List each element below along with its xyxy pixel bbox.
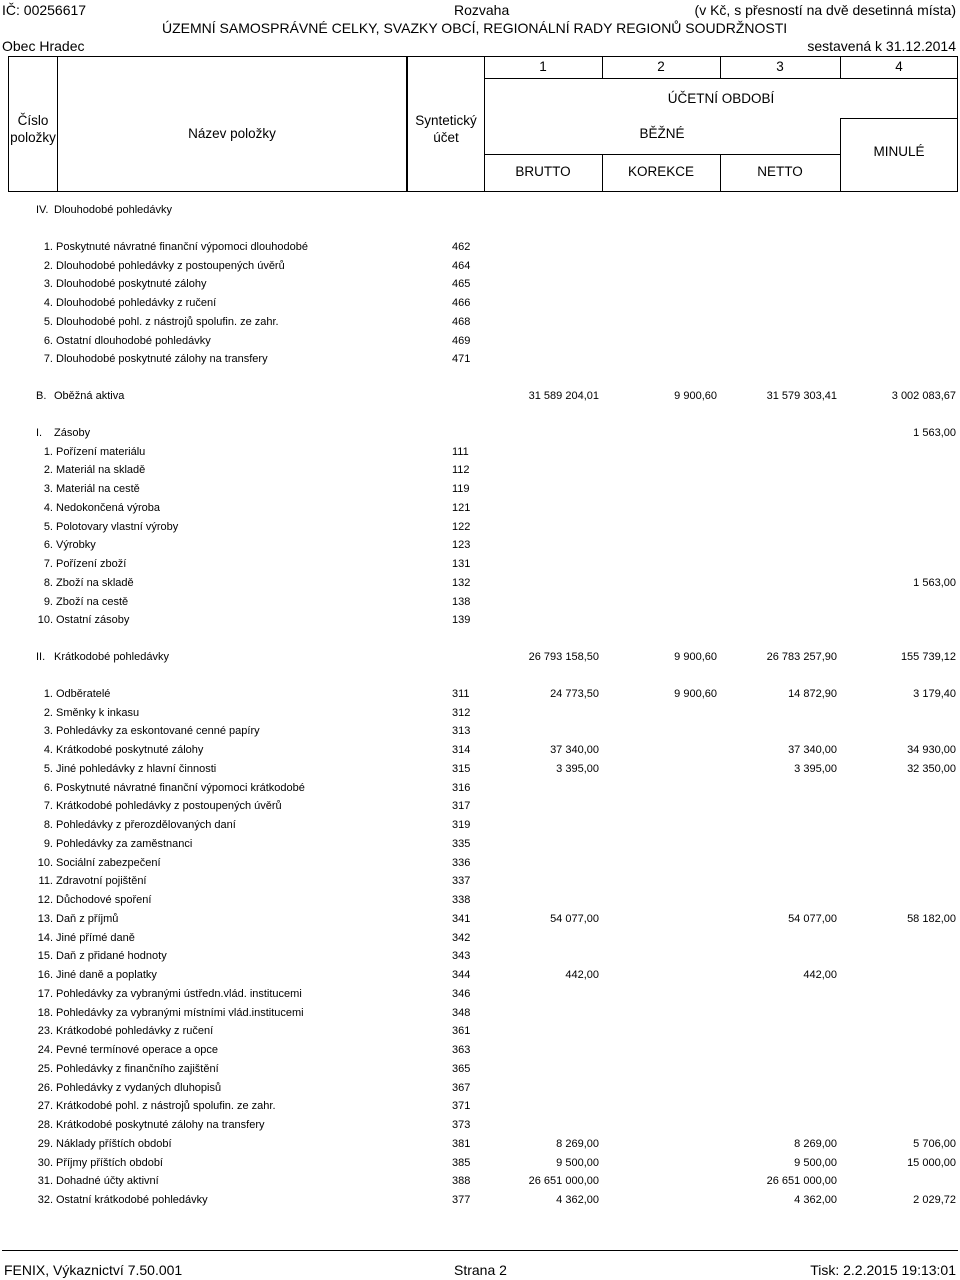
row-account: 314 <box>452 744 471 756</box>
table-row <box>0 704 960 722</box>
table-row <box>0 1154 960 1172</box>
table-row <box>0 275 960 293</box>
row-name: Pohledávky za vybranými ústředn.vlád. institucemi <box>56 987 302 1000</box>
row-previous: 1 563,00 <box>913 426 956 439</box>
row-previous: 155 739,12 <box>900 651 956 663</box>
row-name: Nedokončená výroba <box>56 501 160 514</box>
row-account: 123 <box>452 539 471 552</box>
row-gross: 31 589 204,01 <box>528 390 599 402</box>
row-number: 2. <box>43 464 53 477</box>
row-account: 342 <box>452 931 471 944</box>
entity-category: ÚZEMNÍ SAMOSPRÁVNÉ CELKY, SVAZKY OBCÍ, REGIONÁLNÍ RADY REGIONŮ SOUDRŽNOSTI <box>162 20 788 36</box>
table-row <box>0 741 960 759</box>
compiled-date: sestavená k 31.12.2014 <box>807 38 956 54</box>
row-number: 2. <box>43 706 53 719</box>
row-account: 464 <box>452 259 471 272</box>
row-name: Ostatní krátkodobé pohledávky <box>56 1194 208 1206</box>
row-correction: 9 900,60 <box>674 651 717 663</box>
row-name: Dlouhodobé pohledávky <box>54 204 173 216</box>
row-number: 16. <box>37 969 53 981</box>
units-note: (v Kč, s přesností na dvě desetinná místa) <box>694 2 956 18</box>
table-row <box>0 313 960 331</box>
row-gross: 26 651 000,00 <box>528 1175 599 1188</box>
row-account: 122 <box>452 520 471 533</box>
row-name: Pohledávky za eskontované cenné papíry <box>56 725 260 738</box>
table-row <box>0 779 960 797</box>
row-account: 346 <box>452 987 471 1000</box>
row-account: 348 <box>452 1006 471 1019</box>
row-gross: 3 395,00 <box>556 762 599 775</box>
row-number: 9. <box>43 595 53 608</box>
row-account: 312 <box>452 706 471 719</box>
table-row <box>0 947 960 965</box>
row-name: Pohledávky za zaměstnanci <box>56 837 193 850</box>
previous-period-top <box>840 118 958 119</box>
table-row <box>0 1191 960 1209</box>
row-name: Krátkodobé pohledávky z postoupených úvěrů <box>56 800 282 813</box>
row-name: Výrobky <box>56 539 96 552</box>
row-account: 367 <box>452 1081 471 1094</box>
row-net: 37 340,00 <box>788 744 837 756</box>
row-gross: 8 269,00 <box>556 1137 599 1150</box>
row-net: 8 269,00 <box>794 1137 837 1150</box>
current-period-header: BĚŽNÉ <box>639 126 685 141</box>
row-number: 18. <box>37 1006 53 1019</box>
section-row <box>0 387 960 405</box>
row-name: Pohledávky z vydaných dluhopisů <box>56 1081 222 1094</box>
column-number-divider <box>484 78 958 79</box>
row-account: 373 <box>452 1119 471 1131</box>
row-net: 54 077,00 <box>788 912 837 925</box>
row-number: 1. <box>43 240 53 253</box>
row-number: 24. <box>37 1044 53 1056</box>
row-number: 10. <box>37 856 53 869</box>
row-account: 381 <box>452 1137 471 1150</box>
table-row <box>0 350 960 368</box>
table-row <box>0 816 960 834</box>
row-name: Jiné pohledávky z hlavní činnosti <box>56 762 217 775</box>
row-previous: 32 350,00 <box>907 762 956 775</box>
row-account: 111 <box>452 445 469 458</box>
col-number-1: 1 <box>539 59 547 74</box>
table-row <box>0 872 960 890</box>
print-timestamp: Tisk: 2.2.2015 19:13:01 <box>810 1262 956 1278</box>
row-number: 3. <box>43 725 53 738</box>
table-row <box>0 910 960 928</box>
row-name: Krátkodobé poskytnuté zálohy na transfery <box>56 1119 265 1131</box>
row-correction: 9 900,60 <box>674 687 717 700</box>
row-number: 5. <box>43 520 53 533</box>
row-number: 32. <box>37 1194 53 1206</box>
table-row <box>0 835 960 853</box>
table-row <box>0 499 960 517</box>
row-name: Dlouhodobé pohledávky z ručení <box>56 297 217 309</box>
row-number: 6. <box>43 539 53 552</box>
table-row <box>0 480 960 498</box>
row-account: 138 <box>452 595 471 608</box>
row-account: 119 <box>452 483 470 495</box>
row-previous: 1 563,00 <box>913 576 956 589</box>
table-row <box>0 593 960 611</box>
row-net: 3 395,00 <box>794 762 837 775</box>
row-previous: 2 029,72 <box>913 1194 956 1206</box>
row-account: 363 <box>452 1044 471 1056</box>
row-gross: 54 077,00 <box>550 912 599 925</box>
table-row <box>0 574 960 592</box>
row-name: Dlouhodobé pohl. z nástrojů spolufin. ze zahr. <box>56 315 279 328</box>
row-number: 7. <box>43 558 53 570</box>
row-name: Ostatní zásoby <box>56 614 130 627</box>
software-version: FENIX, Výkaznictví 7.50.001 <box>4 1262 183 1278</box>
row-name: Krátkodobé pohledávky z ručení <box>56 1025 214 1038</box>
row-name: Dlouhodobé poskytnuté zálohy na transfery <box>56 353 268 366</box>
table-row <box>0 461 960 479</box>
row-previous: 3 002 083,67 <box>891 390 956 402</box>
row-name: Materiál na cestě <box>56 483 140 495</box>
row-previous: 3 179,40 <box>913 687 956 700</box>
row-gross: 24 773,50 <box>550 687 599 700</box>
row-account: 385 <box>452 1156 471 1169</box>
row-account: 336 <box>452 856 471 869</box>
row-name: Zásoby <box>54 426 91 439</box>
row-account: 337 <box>452 875 471 888</box>
table-row <box>0 1135 960 1153</box>
row-name: Pohledávky za vybranými místními vlád.institucemi <box>56 1006 304 1019</box>
table-row <box>0 929 960 947</box>
row-name: Zboží na cestě <box>56 595 129 608</box>
row-name: Poskytnuté návratné finanční výpomoci krátkodobé <box>56 781 305 794</box>
row-name: Náklady příštích období <box>56 1137 172 1150</box>
row-name: Materiál na skladě <box>56 464 146 477</box>
row-number: 4. <box>43 744 53 756</box>
row-account: 313 <box>452 725 471 738</box>
row-number: B. <box>36 390 47 402</box>
row-net: 442,00 <box>803 969 837 981</box>
row-account: 112 <box>452 464 470 477</box>
table-row <box>0 1172 960 1190</box>
entity-name: Obec Hradec <box>2 38 85 54</box>
table-row <box>0 443 960 461</box>
row-account: 468 <box>452 315 471 328</box>
col-number-2: 2 <box>657 59 665 74</box>
row-number: 14. <box>37 931 53 944</box>
row-name: Dlouhodobé pohledávky z postoupených úvěrů <box>56 259 285 272</box>
table-row <box>0 985 960 1003</box>
row-name: Pevné termínové operace a opce <box>56 1044 219 1056</box>
row-name: Daň z příjmů <box>56 912 119 925</box>
footer-rule <box>2 1250 958 1251</box>
row-number: 7. <box>43 800 53 813</box>
row-account: 469 <box>452 334 471 347</box>
table-row <box>0 1004 960 1022</box>
row-number: 26. <box>37 1081 53 1094</box>
row-number: 2. <box>43 259 53 272</box>
row-name: Jiné daně a poplatky <box>56 969 157 981</box>
table-header <box>8 56 958 192</box>
table-row <box>0 1079 960 1097</box>
row-account: 344 <box>452 969 471 981</box>
row-account: 371 <box>452 1100 471 1113</box>
row-name: Pohledávky z finančního zajištění <box>56 1062 219 1075</box>
row-number: 23. <box>37 1025 53 1038</box>
row-number: 5. <box>43 762 53 775</box>
row-name: Zboží na skladě <box>56 576 134 589</box>
row-number: 3. <box>43 483 53 495</box>
row-number: 5. <box>43 315 53 328</box>
row-account: 315 <box>452 762 471 775</box>
row-number: 3. <box>43 278 53 291</box>
col-number-4: 4 <box>895 59 903 74</box>
table-row <box>0 1041 960 1059</box>
row-name: Krátkodobé poskytnuté zálohy <box>56 744 204 756</box>
row-account: 462 <box>452 240 471 253</box>
row-account: 316 <box>452 781 471 794</box>
row-gross: 4 362,00 <box>556 1194 599 1206</box>
row-name: Sociální zabezpečení <box>56 856 161 869</box>
table-row <box>0 536 960 554</box>
row-name: Krátkodobé pohl. z nástrojů spolufin. ze zahr. <box>56 1100 276 1113</box>
item-number-header: Číslo položky <box>10 113 56 145</box>
row-gross: 442,00 <box>565 969 599 981</box>
row-account: 335 <box>452 837 471 850</box>
row-number: 4. <box>43 501 53 514</box>
row-number: 27. <box>37 1100 53 1113</box>
row-number: 30. <box>37 1156 53 1169</box>
gross-header: BRUTTO <box>515 164 571 179</box>
row-account: 317 <box>452 800 471 813</box>
table-row <box>0 1097 960 1115</box>
row-account: 466 <box>452 297 471 309</box>
row-net: 31 579 303,41 <box>766 390 837 402</box>
table-row <box>0 966 960 984</box>
previous-period-header: MINULÉ <box>873 144 925 159</box>
row-gross: 37 340,00 <box>550 744 599 756</box>
row-number: 10. <box>37 614 53 627</box>
row-account: 465 <box>452 278 471 291</box>
table-row <box>0 797 960 815</box>
row-name: Polotovary vlastní výroby <box>56 520 179 533</box>
row-account: 131 <box>452 558 471 570</box>
row-name: Příjmy příštích období <box>56 1156 163 1169</box>
row-number: 31. <box>37 1175 53 1188</box>
table-row <box>0 1116 960 1134</box>
row-name: Směnky k inkasu <box>56 706 140 719</box>
row-net: 4 362,00 <box>794 1194 837 1206</box>
row-net: 26 651 000,00 <box>766 1175 837 1188</box>
row-name: Krátkodobé pohledávky <box>54 651 169 663</box>
row-account: 341 <box>452 912 471 925</box>
table-row <box>0 760 960 778</box>
row-gross: 9 500,00 <box>556 1156 599 1169</box>
row-previous: 5 706,00 <box>913 1137 956 1150</box>
row-account: 471 <box>452 353 471 366</box>
row-number: IV. <box>36 204 49 216</box>
section-row <box>0 201 960 219</box>
row-account: 343 <box>452 950 471 963</box>
table-row <box>0 722 960 740</box>
row-name: Odběratelé <box>56 687 111 700</box>
row-net: 14 872,90 <box>788 687 837 700</box>
table-row <box>0 518 960 536</box>
row-account: 132 <box>452 576 471 589</box>
item-name-header: Název položky <box>188 126 276 141</box>
row-number: 8. <box>43 819 53 831</box>
row-name: Daň z přidané hodnoty <box>56 950 167 963</box>
row-number: 28. <box>37 1119 53 1131</box>
table-row <box>0 1022 960 1040</box>
row-account: 377 <box>452 1194 471 1206</box>
row-number: 7. <box>43 353 53 366</box>
row-previous: 34 930,00 <box>907 744 956 756</box>
row-account: 388 <box>452 1175 471 1188</box>
row-gross: 26 793 158,50 <box>528 651 599 663</box>
row-net: 26 783 257,90 <box>766 651 837 663</box>
table-row <box>0 294 960 312</box>
row-number: 9. <box>43 837 53 850</box>
row-account: 139 <box>452 614 471 627</box>
row-number: II. <box>36 651 46 663</box>
row-previous: 15 000,00 <box>907 1156 956 1169</box>
row-number: 15. <box>37 950 53 963</box>
accounting-period-header: ÚČETNÍ OBDOBÍ <box>667 91 775 106</box>
table-row <box>0 611 960 629</box>
row-account: 361 <box>452 1025 471 1038</box>
row-number: 17. <box>37 987 53 1000</box>
row-account: 338 <box>452 894 471 906</box>
row-name: Poskytnuté návratné finanční výpomoci dlouhodobé <box>56 240 308 253</box>
net-header: NETTO <box>757 164 803 179</box>
row-name: Zdravotní pojištění <box>56 875 147 888</box>
row-number: 1. <box>43 445 53 458</box>
row-correction: 9 900,60 <box>674 390 717 402</box>
row-name: Jiné přímé daně <box>56 931 135 944</box>
table-row <box>0 555 960 573</box>
report-title: Rozvaha <box>454 2 510 18</box>
row-name: Dohadné účty aktivní <box>56 1175 159 1188</box>
col-number-3: 3 <box>776 59 784 74</box>
row-account: 121 <box>452 501 471 514</box>
table-row <box>0 257 960 275</box>
row-name: Dlouhodobé poskytnuté zálohy <box>56 278 207 291</box>
section-row <box>0 424 960 442</box>
row-number: 11. <box>38 875 53 888</box>
row-number: 25. <box>37 1062 53 1075</box>
row-name: Pořízení materiálu <box>56 445 146 458</box>
ico-label: IČ: 00256617 <box>2 2 87 18</box>
page-number: Strana 2 <box>454 1262 507 1278</box>
table-row <box>0 891 960 909</box>
row-account: 311 <box>452 687 470 700</box>
row-number: 13. <box>37 912 53 925</box>
table-row <box>0 685 960 703</box>
table-row <box>0 332 960 350</box>
row-net: 9 500,00 <box>794 1156 837 1169</box>
section-row <box>0 648 960 666</box>
row-name: Ostatní dlouhodobé pohledávky <box>56 334 211 347</box>
row-account: 319 <box>452 819 471 831</box>
row-number: 12. <box>37 894 53 906</box>
table-row <box>0 238 960 256</box>
subcolumn-divider <box>484 154 840 155</box>
row-previous: 58 182,00 <box>907 912 956 925</box>
row-number: 6. <box>43 781 53 794</box>
row-name: Pořízení zboží <box>56 558 127 570</box>
row-name: Oběžná aktiva <box>54 390 125 402</box>
row-number: I. <box>36 426 43 439</box>
row-name: Důchodové spoření <box>56 894 152 906</box>
row-number: 29. <box>37 1137 53 1150</box>
correction-header: KOREKCE <box>627 164 695 179</box>
row-number: 4. <box>43 297 53 309</box>
row-number: 6. <box>43 334 53 347</box>
row-name: Pohledávky z přerozdělovaných daní <box>56 819 236 831</box>
row-account: 365 <box>452 1062 471 1075</box>
row-number: 8. <box>43 576 53 589</box>
row-number: 1. <box>43 687 53 700</box>
table-row <box>0 854 960 872</box>
table-row <box>0 1060 960 1078</box>
synthetic-account-header: Syntetický účet <box>415 113 477 145</box>
